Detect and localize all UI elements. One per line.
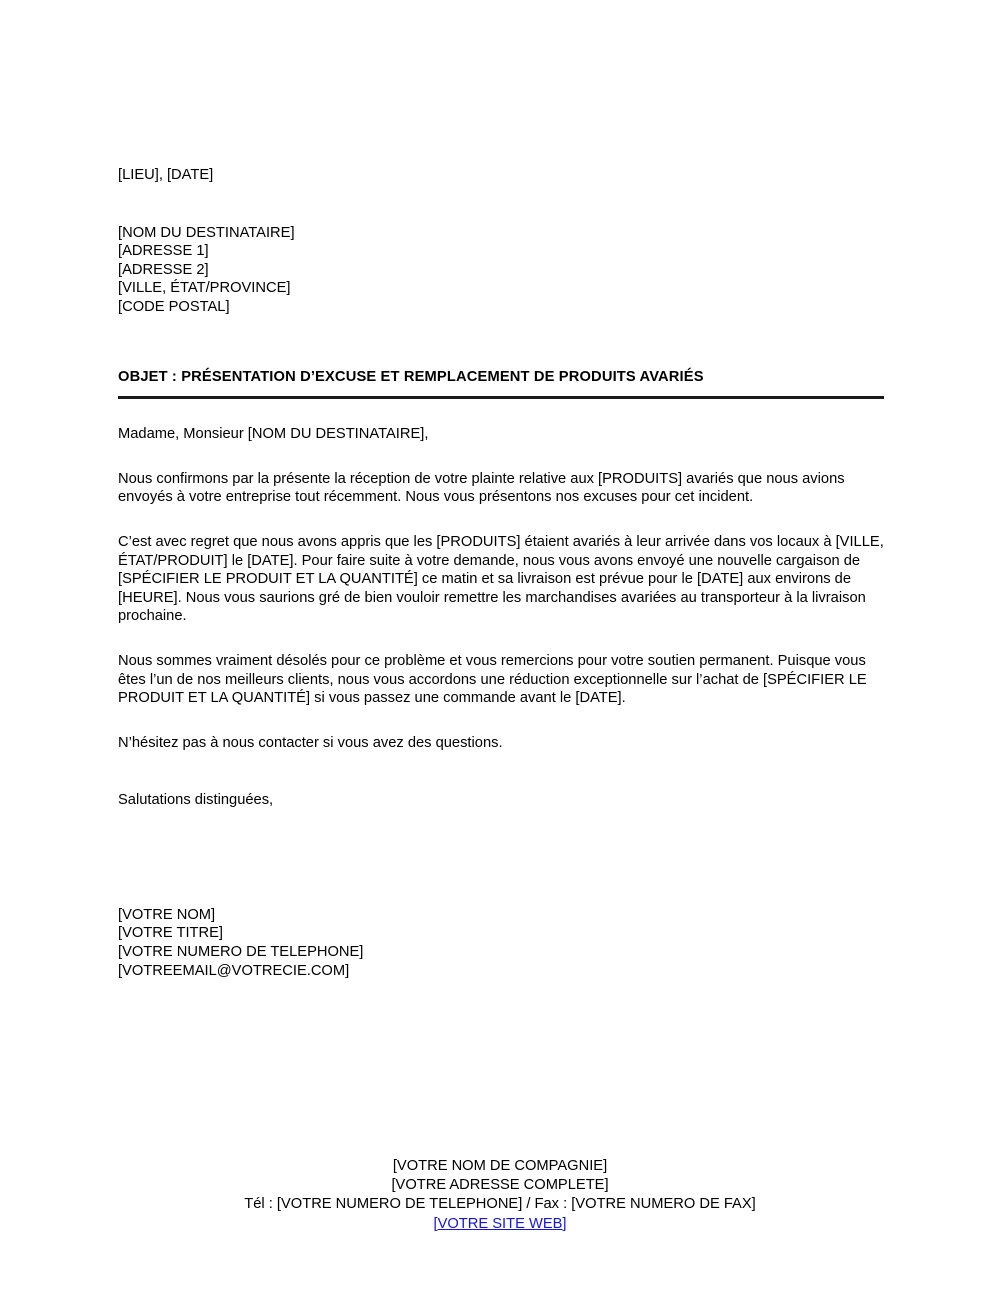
- spacer: [118, 849, 884, 888]
- spacer: [118, 626, 884, 652]
- recipient-city-state: [VILLE, ÉTAT/PROVINCE]: [118, 280, 291, 297]
- signature-block: [118, 906, 884, 980]
- recipient-postal-code: [CODE POSTAL]: [118, 298, 230, 315]
- signature-name: [VOTRE NOM]: [118, 906, 216, 923]
- spacer: [118, 752, 884, 791]
- spacer: [118, 317, 884, 356]
- paragraph-confirmation: Nous confirmons par la présente la réception de votre plainte relative aux [PRODUITS] avariés que nous avions envoyés à votre entreprise tout récemment. Nous vous présentons nos excuses pour cet incident.: [118, 470, 845, 506]
- date-location-line: [LIEU], [DATE]: [118, 167, 214, 183]
- recipient-address-block: [118, 224, 884, 317]
- signature-email: [VOTREEMAIL@VOTRECIE.COM]: [118, 962, 350, 979]
- signature-phone: [VOTRE NUMERO DE TELEPHONE]: [118, 944, 364, 961]
- recipient-address-1: [ADRESSE 1]: [118, 243, 209, 260]
- signature-title: [VOTRE TITRE]: [118, 925, 223, 942]
- spacer: [118, 444, 884, 470]
- footer-phone-fax: Tél : [VOTRE NUMERO DE TELEPHONE] / Fax : [VOTRE NUMERO DE FAX]: [244, 1196, 756, 1213]
- subject-line: OBJET : PRÉSENTATION D’EXCUSE ET REMPLACEMENT DE PRODUITS AVARIÉS: [118, 368, 704, 385]
- spacer: [118, 185, 884, 224]
- paragraph-details: C’est avec regret que nous avons appris que les [PRODUITS] étaient avariés à leur arrivée dans vos locaux à [VILLE, ÉTAT/PRODUIT] le [DATE]. Pour faire suite à votre demande, nous vous avons envoyé une nouvelle cargaison de [SPÉCIFIER LE PRODUIT ET LA QUANTITÉ] ce matin et sa livraison est prévue pour le [DATE] aux environs de [HEURE]. Nous vous saurions gré de bien vouloir remettre les marchandises avariées au transporteur à la livraison prochaine.: [118, 533, 884, 625]
- spacer: [118, 708, 884, 734]
- spacer: [118, 507, 884, 533]
- footer-company-name: [VOTRE NOM DE COMPAGNIE]: [392, 1158, 608, 1174]
- spacer: [118, 888, 884, 906]
- spacer: [118, 356, 884, 368]
- paragraph-contact-invitation: N’hésitez pas à nous contacter si vous avez des questions.: [118, 734, 503, 751]
- spacer: [118, 810, 884, 849]
- footer-address: [VOTRE ADRESSE COMPLETE]: [391, 1177, 609, 1194]
- closing-salutation: Salutations distinguées,: [118, 792, 274, 809]
- footer-website-link[interactable]: [VOTRE SITE WEB]: [433, 1215, 567, 1232]
- recipient-name: [NOM DU DESTINATAIRE]: [118, 224, 295, 241]
- letter-body: [118, 166, 884, 980]
- salutation: Madame, Monsieur [NOM DU DESTINATAIRE],: [118, 426, 429, 443]
- footer-website-row: [0, 1215, 1000, 1234]
- paragraph-apology-discount: Nous sommes vraiment désolés pour ce problème et vous remercions pour votre soutien permanent. Puisque vous êtes l’un de nos meilleurs clients, nous vous accordons une réduction exceptionnelle sur l’achat de [SPÉCIFIER LE PRODUIT ET LA QUANTITÉ] si vous passez une commande avant le [DATE].: [118, 652, 867, 707]
- recipient-address-2: [ADRESSE 2]: [118, 261, 209, 278]
- page-footer: [0, 1157, 1000, 1234]
- spacer: [118, 399, 884, 425]
